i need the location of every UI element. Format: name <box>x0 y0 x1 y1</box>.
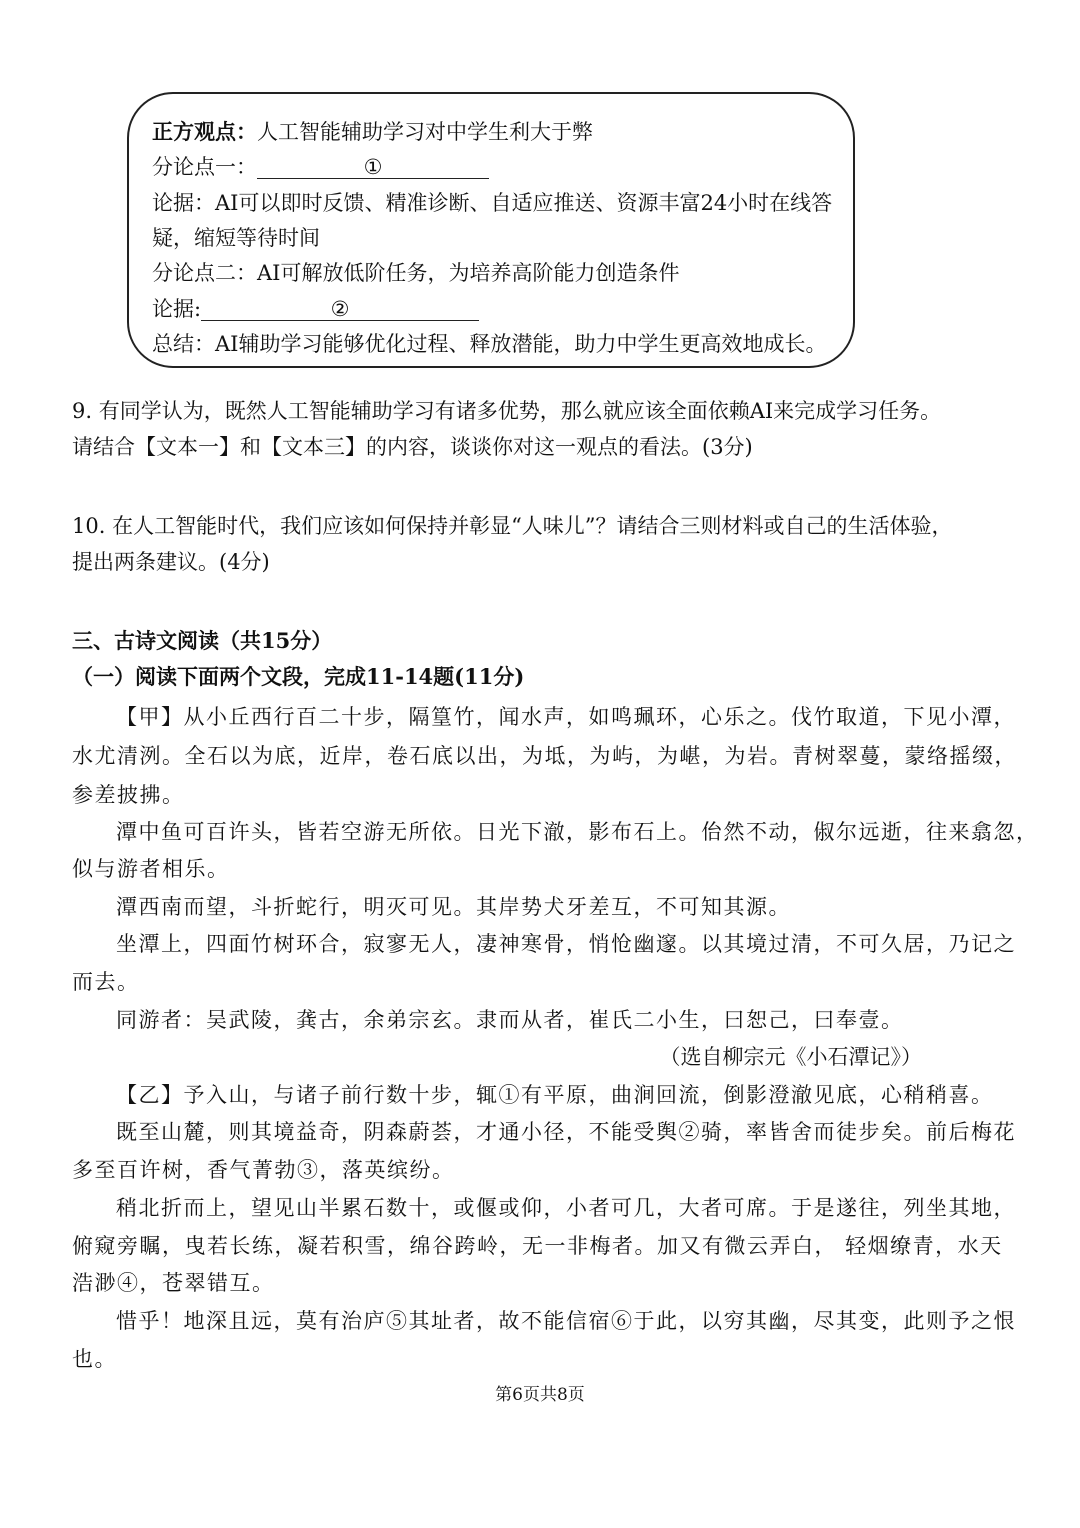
jia-p4-line-1: 坐潭上，四面竹树环合，寂寥无人，凄神寒骨，悄怆幽邃。以其境过清，不可久居，乃记之 <box>116 932 1016 956</box>
sub-point-one-line <box>152 152 489 182</box>
question-9-line-1: 9. 有同学认为，既然人工智能辅助学习有诸多优势，那么就应该全面依赖AI来完成学习任务。 <box>72 399 942 423</box>
evidence-two-label: 论据: <box>152 297 202 321</box>
jia-p4-line-2: 而去。 <box>72 970 140 994</box>
question-9-line-2: 请结合【文本一】和【文本三】的内容，谈谈你对这一观点的看法。(3分) <box>72 435 753 459</box>
yi-p3-line-3: 浩渺④，苍翠错互。 <box>72 1271 275 1295</box>
evidence-one-line-1: 论据：AI可以即时反馈、精准诊断、自适应推送、资源丰富24小时在线答 <box>152 191 833 215</box>
yi-p3-line-1: 稍北折而上，望见山半累石数十，或偃或仰，小者可几，大者可席。于是遂往，列坐其地， <box>116 1196 1016 1220</box>
jia-p1-line-2: 水尤清洌。全石以为底，近岸，卷石底以出，为坻，为屿，为嵁，为岩。青树翠蔓，蒙络摇缀， <box>72 744 1017 768</box>
yi-p2-line-2: 多至百许树，香气菁勃③，落英缤纷。 <box>72 1158 455 1182</box>
jia-p2-line-1: 潭中鱼可百许头，皆若空游无所依。日光下澈，影布石上。佁然不动，俶尔远逝，往来翕忽， <box>116 820 1039 844</box>
yi-p4-line-2: 也。 <box>72 1347 117 1371</box>
jia-p1-line-3: 参差披拂。 <box>72 783 185 807</box>
subsection-1-heading: （一）阅读下面两个文段，完成11-14题(11分) <box>72 664 525 689</box>
yi-p3-line-2: 俯窥旁瞩，曳若长练，凝若积雪，绵谷跨岭，无一非梅者。加又有微云弄白， 轻烟缭青，水天 <box>72 1234 1003 1258</box>
thesis-text: 人工智能辅助学习对中学生利大于弊 <box>257 120 593 144</box>
blank-two[interactable] <box>201 294 479 321</box>
yi-p1-line-1: 【乙】予入山，与诸子前行数十步，辄①有平原，曲涧回流，倒影澄澈见底，心稍稍喜。 <box>116 1083 994 1107</box>
thesis-label: 正方观点： <box>152 119 257 144</box>
section-3-heading: 三、古诗文阅读（共15分） <box>72 628 333 653</box>
jia-p5-line-1: 同游者：吴武陵，龚古，余弟宗玄。隶而从者，崔氏二小生，曰恕己，曰奉壹。 <box>116 1008 904 1032</box>
blank-one-mark: ① <box>363 155 383 179</box>
jia-p3-line-1: 潭西南而望，斗折蛇行，明灭可见。其岸势犬牙差互，不可知其源。 <box>116 895 791 919</box>
thesis-line <box>152 117 593 147</box>
blank-two-mark: ② <box>330 297 350 321</box>
question-10-line-2: 提出两条建议。(4分) <box>72 550 270 574</box>
blank-one[interactable] <box>257 152 489 179</box>
sub-point-two-line: 分论点二：AI可解放低阶任务，为培养高阶能力创造条件 <box>152 261 680 285</box>
summary-line: 总结：AI辅助学习能够优化过程、释放潜能，助力中学生更高效地成长。 <box>152 332 827 356</box>
sub-point-one-label: 分论点一： <box>152 155 257 179</box>
jia-p1-line-1: 【甲】从小丘西行百二十步，隔篁竹，闻水声，如鸣珮环，心乐之。伐竹取道，下见小潭， <box>116 705 1016 729</box>
page-number: 第6页共8页 <box>495 1385 585 1405</box>
jia-source: （选自柳宗元《小石潭记》） <box>659 1045 922 1069</box>
evidence-two-line <box>152 294 479 324</box>
yi-p4-line-1: 惜乎！地深且远，莫有治庐⑤其址者，故不能信宿⑥于此，以穷其幽，尽其变，此则予之恨 <box>116 1309 1016 1333</box>
jia-p2-line-2: 似与游者相乐。 <box>72 857 230 881</box>
question-10-line-1: 10. 在人工智能时代，我们应该如何保持并彰显“人味儿”？请结合三则材料或自己的生活体验， <box>72 514 953 538</box>
yi-p2-line-1: 既至山麓，则其境益奇，阴森蔚荟，才通小径，不能受舆②骑，率皆舍而徒步矣。前后梅花 <box>116 1120 1016 1144</box>
evidence-one-line-2: 疑，缩短等待时间 <box>152 226 320 250</box>
